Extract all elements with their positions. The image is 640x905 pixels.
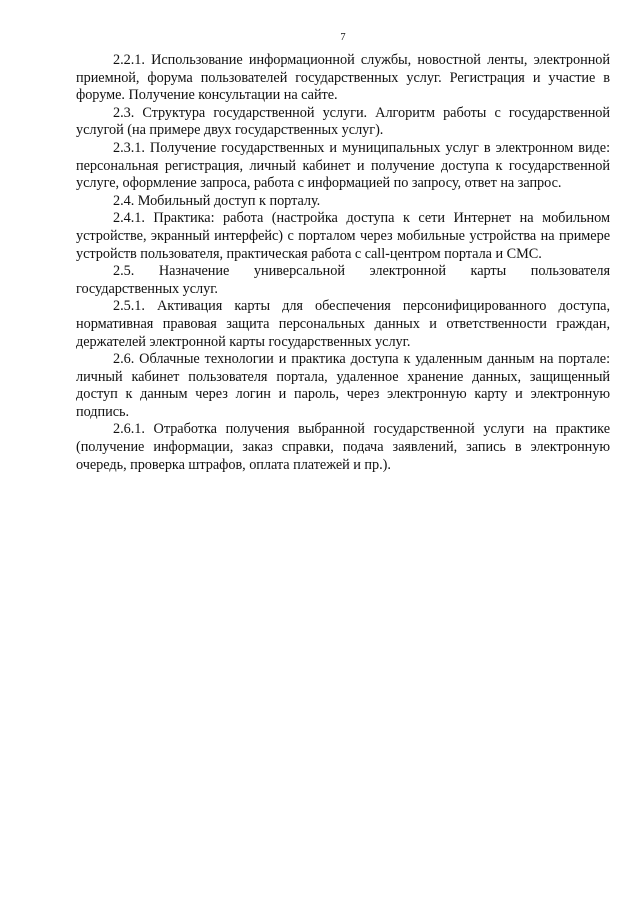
paragraph-2-4-1: 2.4.1. Практика: работа (настройка доступа к сети Интернет на мобильном устройстве, экранный интерфейс) с порталом через мобильные устройства на примере устройств пользователя, практическая работа с call-центром портала и СМС.	[76, 210, 610, 262]
paragraph-2-6: 2.6. Облачные технологии и практика доступа к удаленным данным на портале: личный кабинет пользователя портала, удаленное хранение данных, защищенный доступ к данным через логин и пароль, через электронную карту и электронную подпись.	[76, 351, 610, 420]
paragraph-2-5: 2.5. Назначение универсальной электронной карты пользователя государственных услуг.	[76, 263, 610, 297]
paragraph-2-3: 2.3. Структура государственной услуги. Алгоритм работы с государственной услугой (на примере двух государственных услуг).	[76, 104, 610, 139]
paragraph-2-2-1: 2.2.1. Использование информационной службы, новостной ленты, электронной приемной, форума пользователей государственных услуг. Регистрация и участие в форуме. Получение консультации на сайте.	[76, 52, 610, 104]
paragraph-2-4: 2.4. Мобильный доступ к порталу.	[113, 192, 321, 209]
page-number: 7	[340, 32, 346, 43]
paragraph-2-3-1: 2.3.1. Получение государственных и муниципальных услуг в электронном виде: персональная регистрация, личный кабинет и получение доступа к государственной услуге, оформление запроса, работа с информацией по запросу, ответ на запрос.	[76, 139, 610, 192]
paragraph-2-6-1: 2.6.1. Отработка получения выбранной государственной услуги на практике (получение информации, заказ справки, подача заявлений, запись в электронную очередь, проверка штрафов, оплата платежей и пр.).	[76, 421, 610, 473]
paragraph-2-5-1: 2.5.1. Активация карты для обеспечения персонифицированного доступа, нормативная правовая защита персональных данных и ответственности граждан, держателей электронной карты государственных услуг.	[76, 298, 610, 350]
document-page	[76, 31, 610, 474]
